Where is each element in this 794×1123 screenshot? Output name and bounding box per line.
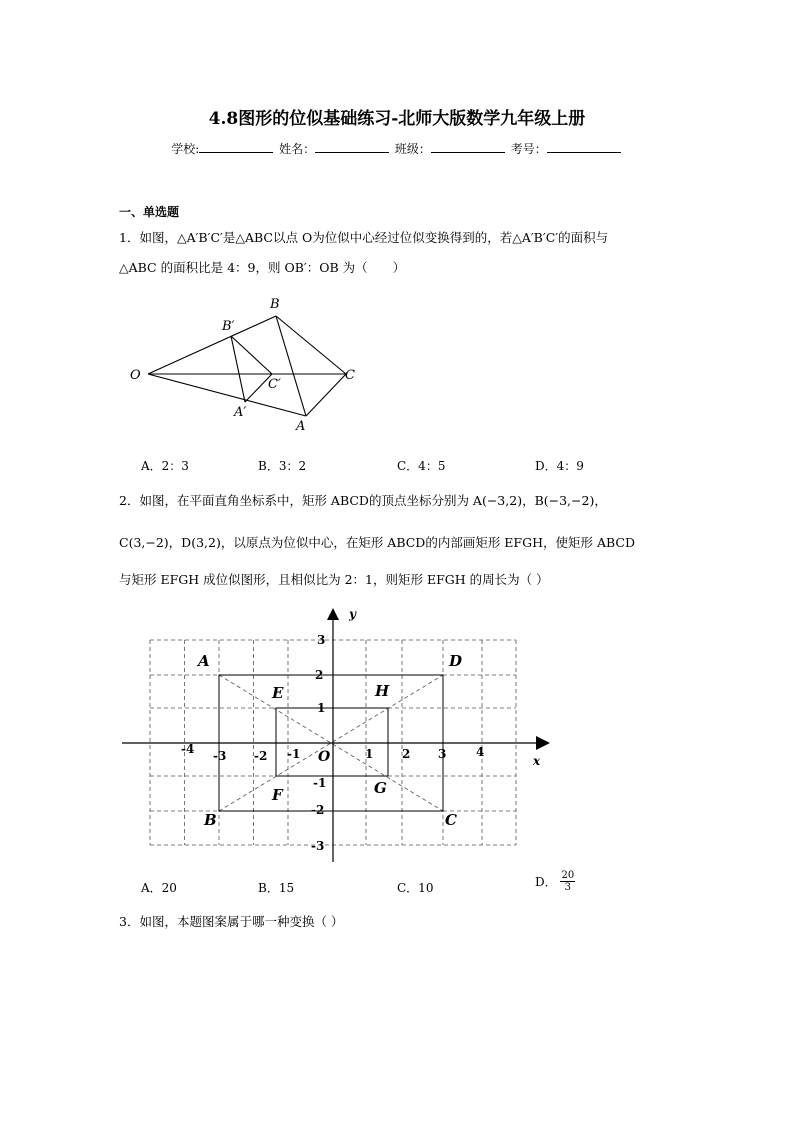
x-tick-4: 4 bbox=[476, 745, 485, 759]
y-tick-1: 1 bbox=[317, 701, 326, 715]
y-tick-neg1: -1 bbox=[313, 776, 327, 790]
q2-option-a[interactable]: A．20 bbox=[141, 881, 177, 895]
segment-CA bbox=[306, 374, 346, 416]
point-H-label: H bbox=[375, 682, 390, 700]
y-tick-neg2: -2 bbox=[311, 803, 325, 817]
q2-option-d-prefix: D． bbox=[535, 875, 557, 889]
y-tick-neg3: -3 bbox=[311, 839, 325, 853]
x-tick-neg4: -4 bbox=[181, 742, 195, 756]
segment-OB bbox=[148, 316, 276, 374]
x-axis-arrow bbox=[536, 736, 550, 750]
q1-text-line2: △ABC 的面积比是 4：9，则 OB′：OB 为（ ） bbox=[119, 260, 406, 275]
q1-option-a[interactable]: A．2：3 bbox=[141, 459, 189, 473]
segment-BpCp bbox=[231, 336, 272, 374]
label-O: O bbox=[130, 368, 141, 383]
q3-text-line1: 3．如图，本题图案属于哪一种变换（ ） bbox=[119, 914, 344, 929]
y-tick-3: 3 bbox=[317, 633, 326, 647]
x-axis-label: x bbox=[533, 754, 541, 768]
q1-option-b[interactable]: B．3：2 bbox=[258, 459, 307, 473]
segment-BC bbox=[276, 316, 346, 374]
section-title: 一、单选题 bbox=[119, 205, 180, 219]
point-D-label: D bbox=[449, 652, 463, 670]
q2-coordinate-figure bbox=[110, 600, 570, 870]
x-tick-3: 3 bbox=[438, 747, 447, 761]
point-A-label: A bbox=[198, 652, 210, 670]
y-axis-label: y bbox=[349, 607, 356, 621]
number-label: 考号： bbox=[510, 142, 547, 156]
label-B: B bbox=[270, 297, 280, 312]
q2-text-line2: C(3,−2)，D(3,2)，以原点为位似中心，在矩形 ABCD的内部画矩形 EFGH，使矩形 ABCD bbox=[119, 535, 635, 550]
class-label: 班级： bbox=[394, 142, 431, 156]
segment-BA bbox=[276, 316, 306, 416]
x-tick-neg3: -3 bbox=[213, 749, 227, 763]
q1-option-d[interactable]: D．4：9 bbox=[535, 459, 584, 473]
point-G-label: G bbox=[374, 779, 387, 797]
segment-OA bbox=[148, 374, 306, 416]
label-C: C bbox=[345, 368, 355, 383]
q2-text-line3: 与矩形 EFGH 成位似图形，且相似比为 2：1，则矩形 EFGH 的周长为（ ） bbox=[119, 572, 549, 587]
q2-option-d-fraction bbox=[560, 870, 575, 893]
segment-BpAp bbox=[231, 336, 245, 402]
label-Cprime: C′ bbox=[268, 377, 281, 392]
name-blank bbox=[315, 140, 389, 153]
y-axis-arrow bbox=[327, 608, 339, 620]
fraction-numerator: 20 bbox=[561, 870, 575, 881]
q2-option-b[interactable]: B．15 bbox=[258, 881, 295, 895]
student-info-line bbox=[0, 140, 794, 157]
label-Aprime: A′ bbox=[234, 405, 247, 420]
q1-text-line1: 1．如图，△A′B′C′是△ABC以点 O为位似中心经过位似变换得到的，若△A′B′C′的面积与 bbox=[119, 230, 609, 245]
x-tick-neg2: -2 bbox=[254, 749, 268, 763]
point-F-label: F bbox=[272, 786, 283, 804]
x-tick-neg1: -1 bbox=[287, 747, 301, 761]
label-A: A bbox=[296, 419, 306, 434]
number-blank bbox=[547, 140, 621, 153]
point-B-label: B bbox=[204, 811, 217, 829]
page-title: 4.8图形的位似基础练习-北师大版数学九年级上册 bbox=[208, 109, 586, 129]
q2-option-c[interactable]: C．10 bbox=[397, 881, 434, 895]
x-tick-1: 1 bbox=[365, 747, 374, 761]
q2-option-d[interactable] bbox=[535, 870, 575, 893]
label-Bprime: B′ bbox=[222, 319, 235, 334]
origin-label: O bbox=[318, 749, 331, 765]
name-label: 姓名： bbox=[279, 142, 316, 156]
q1-figure bbox=[120, 288, 370, 438]
point-C-label: C bbox=[445, 811, 457, 829]
school-blank bbox=[199, 140, 273, 153]
q2-text-line1: 2．如图，在平面直角坐标系中，矩形 ABCD的顶点坐标分别为 A(−3,2)，B(−3,−2)， bbox=[119, 493, 607, 508]
class-blank bbox=[431, 140, 505, 153]
q1-option-c[interactable]: C．4：5 bbox=[397, 459, 446, 473]
school-label: 学校: bbox=[171, 142, 200, 156]
y-tick-2: 2 bbox=[315, 668, 324, 682]
x-tick-2: 2 bbox=[402, 747, 411, 761]
point-E-label: E bbox=[272, 684, 284, 702]
fraction-denominator: 3 bbox=[564, 882, 571, 893]
